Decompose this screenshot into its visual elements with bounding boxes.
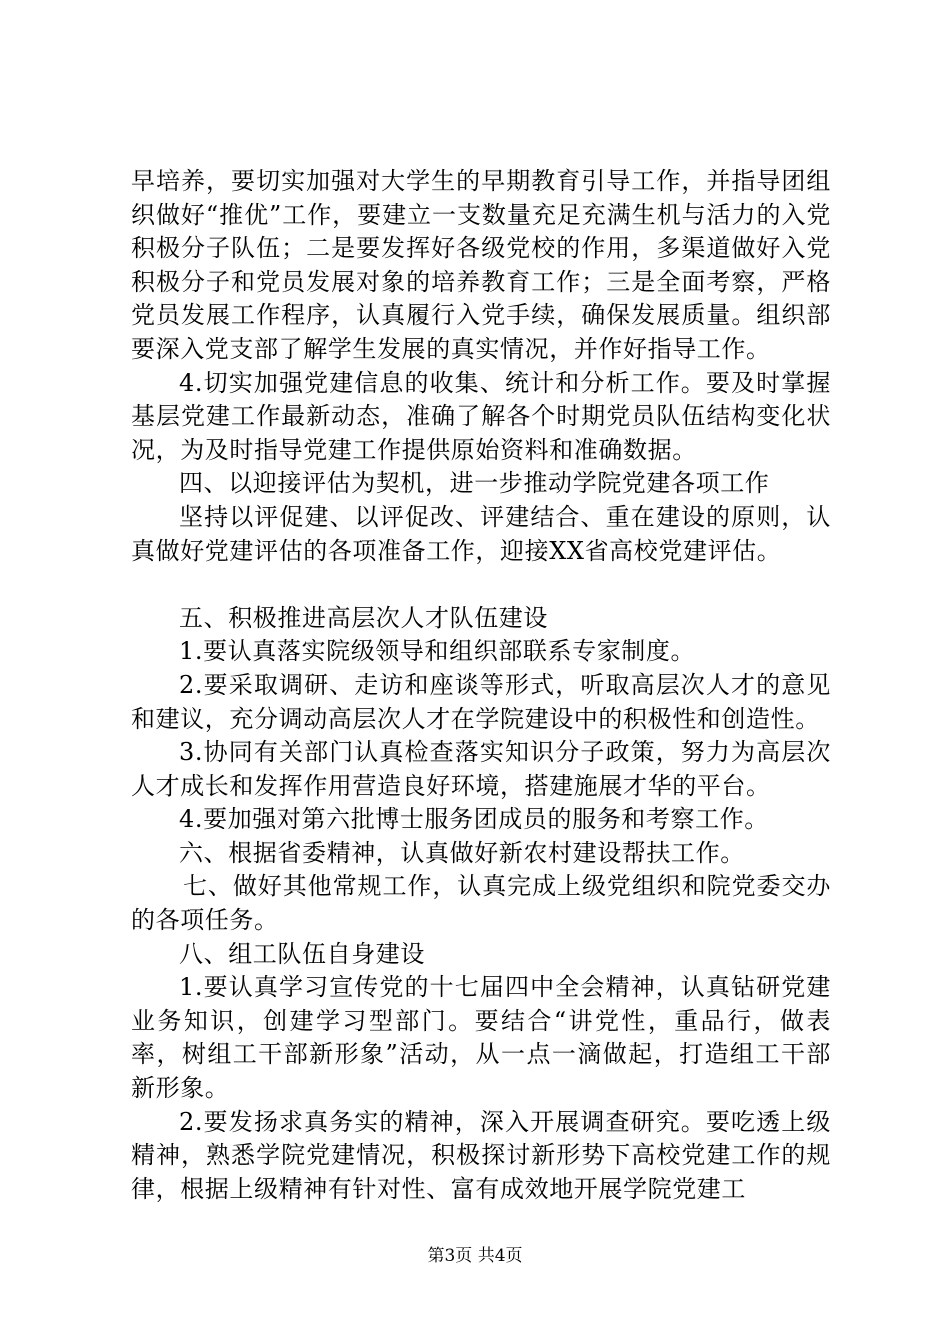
- page-number: 第3页 共4页: [427, 1246, 523, 1266]
- paragraph-item-2b: 2.要发扬求真务实的精神，深入开展调查研究。要吃透上级精神，熟悉学院党建情况，积极探讨新形势下高校党建工作的规律，根据上级精神有针对性、富有成效地开展学院党建工: [131, 1107, 831, 1203]
- section-heading-5: 五、积极推进高层次人才队伍建设: [179, 603, 548, 632]
- paragraph-item-2: 2.要采取调研、走访和座谈等形式，听取高层次人才的意见和建议，充分调动高层次人才在学院建设中的积极性和创造性。: [131, 670, 831, 733]
- section-heading-6: 六、根据省委精神，认真做好新农村建设帮扶工作。: [179, 838, 745, 867]
- document-body: [131, 165, 831, 1206]
- blank-line: [131, 568, 831, 602]
- section-heading-7: 七、做好其他常规工作，认真完成上级党组织和院党委交办的各项任务。: [131, 872, 831, 935]
- paragraph-item-4: 4.切实加强党建信息的收集、统计和分析工作。要及时掌握基层党建工作最新动态，准确了解各个时期党员队伍结构变化状况，为及时指导党建工作提供原始资料和准确数据。: [131, 368, 831, 464]
- page-footer: [0, 1244, 950, 1268]
- paragraph-item-1b: 1.要认真学习宣传党的十七届四中全会精神，认真钻研党建业务知识，创建学习型部门。要结合“讲党性，重品行，做表率，树组工干部新形象”活动，从一点一滴做起，打造组工干部新形象。: [131, 973, 831, 1103]
- section-heading-4: 四、以迎接评估为契机，进一步推动学院党建各项工作: [179, 469, 770, 498]
- paragraph-evaluation: 坚持以评促建、以评促改、评建结合、重在建设的原则，认真做好党建评估的各项准备工作，迎接XX省高校党建评估。: [131, 502, 831, 565]
- paragraph-item-4b: 4.要加强对第六批博士服务团成员的服务和考察工作。: [179, 805, 769, 834]
- paragraph-item-3: 3.协同有关部门认真检查落实知识分子政策，努力为高层次人才成长和发挥作用营造良好环境，搭建施展才华的平台。: [131, 738, 831, 800]
- paragraph-item-1: 1.要认真落实院级领导和组织部联系专家制度。: [179, 637, 696, 666]
- paragraph-continuation: 早培养，要切实加强对大学生的早期教育引导工作，并指导团组织做好“推优”工作，要建立一支数量充足充满生机与活力的入党积极分子队伍；二是要发挥好各级党校的作用，多渠道做好入党积极分子和党员发展对象的培养教育工作；三是全面考察，严格党员发展工作程序，认真履行入党手续，确保发展质量。组织部要深入党支部了解学生发展的真实情况，并作好指导工作。: [131, 167, 831, 363]
- section-heading-8: 八、组工队伍自身建设: [179, 939, 425, 968]
